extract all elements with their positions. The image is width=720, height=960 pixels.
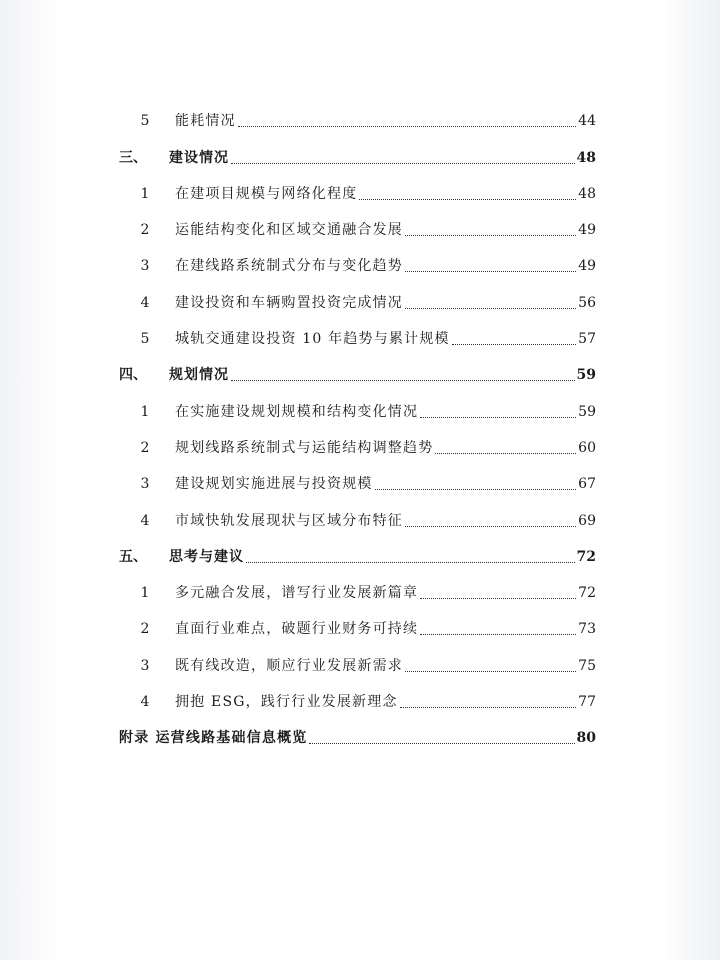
toc-page-number: 77 xyxy=(578,694,596,711)
toc-title: 运能结构变化和区域交通融合发展 xyxy=(175,222,403,239)
toc-leader-dots xyxy=(231,163,575,164)
toc-number: 三、 xyxy=(119,149,147,166)
toc-section-row[interactable] xyxy=(119,386,596,422)
toc-leader-dots xyxy=(309,743,574,744)
toc-page-number: 49 xyxy=(578,258,596,275)
toc-leader-dots xyxy=(405,526,576,527)
toc-number: 3 xyxy=(140,258,150,275)
toc-title: 在实施建设规划规模和结构变化情况 xyxy=(175,403,419,420)
toc-leader-dots xyxy=(452,344,576,345)
toc-title: 市域快轨发展现状与区域分布特征 xyxy=(175,512,403,529)
toc-number: 1 xyxy=(140,585,150,602)
toc-title: 思考与建议 xyxy=(169,548,244,565)
toc-title: 附录 运营线路基础信息概览 xyxy=(119,730,308,747)
toc-title: 在建项目规模与网络化程度 xyxy=(175,185,358,202)
toc-section-row[interactable] xyxy=(119,459,596,495)
toc-leader-dots xyxy=(405,235,576,236)
toc-page-number: 73 xyxy=(578,621,596,638)
toc-leader-dots xyxy=(420,417,576,418)
toc-page-number: 75 xyxy=(578,657,596,674)
toc-title: 拥抱 ESG，践行行业发展新理念 xyxy=(175,694,398,711)
toc-number: 2 xyxy=(140,621,150,638)
toc-section-row[interactable] xyxy=(119,96,596,132)
toc-title: 能耗情况 xyxy=(175,113,236,130)
toc-page-number: 44 xyxy=(578,113,596,130)
toc-section-row[interactable] xyxy=(119,640,596,676)
toc-number: 四、 xyxy=(119,367,147,384)
toc-title: 建设规划实施进展与投资规模 xyxy=(175,476,373,493)
toc-section-row[interactable] xyxy=(119,677,596,713)
table-of-contents xyxy=(119,96,596,749)
toc-section-row[interactable] xyxy=(119,423,596,459)
toc-title: 多元融合发展，谱写行业发展新篇章 xyxy=(175,585,419,602)
toc-chapter-row[interactable] xyxy=(119,350,596,386)
toc-leader-dots xyxy=(400,707,577,708)
toc-number: 4 xyxy=(140,294,150,311)
toc-number: 3 xyxy=(140,476,150,493)
toc-leader-dots xyxy=(246,562,575,563)
toc-page-number: 72 xyxy=(578,585,596,602)
toc-leader-dots xyxy=(435,453,576,454)
toc-number: 五、 xyxy=(119,548,147,565)
toc-number: 3 xyxy=(140,657,150,674)
toc-title: 城轨交通建设投资 10 年趋势与累计规模 xyxy=(175,331,450,348)
toc-section-row[interactable] xyxy=(119,495,596,531)
toc-page-number: 57 xyxy=(578,331,596,348)
toc-chapter-row[interactable] xyxy=(119,532,596,568)
toc-page-number: 69 xyxy=(578,512,596,529)
toc-title: 规划线路系统制式与运能结构调整趋势 xyxy=(175,439,434,456)
toc-leader-dots xyxy=(231,380,575,381)
toc-page-number: 60 xyxy=(578,439,596,456)
toc-number: 5 xyxy=(140,331,150,348)
toc-page-number: 67 xyxy=(578,476,596,493)
toc-section-row[interactable] xyxy=(119,205,596,241)
toc-number: 1 xyxy=(140,185,150,202)
toc-page-number: 48 xyxy=(576,149,596,166)
toc-section-row[interactable] xyxy=(119,314,596,350)
toc-number: 4 xyxy=(140,512,150,529)
toc-appendix-row[interactable] xyxy=(119,713,596,749)
toc-title: 规划情况 xyxy=(169,367,229,384)
toc-section-row[interactable] xyxy=(119,169,596,205)
toc-leader-dots xyxy=(420,598,576,599)
toc-leader-dots xyxy=(238,126,576,127)
toc-number: 2 xyxy=(140,222,150,239)
toc-title: 建设投资和车辆购置投资完成情况 xyxy=(175,294,403,311)
toc-leader-dots xyxy=(405,671,576,672)
toc-page-number: 48 xyxy=(578,185,596,202)
toc-page-number: 59 xyxy=(576,367,596,384)
page-background-right xyxy=(660,0,720,960)
toc-leader-dots xyxy=(405,308,576,309)
toc-chapter-row[interactable] xyxy=(119,132,596,168)
toc-section-row[interactable] xyxy=(119,241,596,277)
toc-section-row[interactable] xyxy=(119,604,596,640)
toc-title: 在建线路系统制式分布与变化趋势 xyxy=(175,258,403,275)
toc-page-number: 49 xyxy=(578,222,596,239)
toc-number: 2 xyxy=(140,439,150,456)
toc-title: 建设情况 xyxy=(169,149,229,166)
toc-page-number: 56 xyxy=(578,294,596,311)
toc-number: 1 xyxy=(140,403,150,420)
toc-leader-dots xyxy=(405,271,576,272)
toc-page-number: 80 xyxy=(576,730,596,747)
toc-title: 既有线改造，顺应行业发展新需求 xyxy=(175,657,403,674)
toc-number: 5 xyxy=(140,113,150,130)
toc-page-number: 59 xyxy=(578,403,596,420)
toc-leader-dots xyxy=(420,634,576,635)
toc-section-row[interactable] xyxy=(119,277,596,313)
toc-leader-dots xyxy=(375,489,577,490)
toc-leader-dots xyxy=(359,199,576,200)
page-background-left xyxy=(0,0,60,960)
toc-page-number: 72 xyxy=(576,548,596,565)
toc-title: 直面行业难点，破题行业财务可持续 xyxy=(175,621,419,638)
toc-number: 4 xyxy=(140,694,150,711)
toc-section-row[interactable] xyxy=(119,568,596,604)
